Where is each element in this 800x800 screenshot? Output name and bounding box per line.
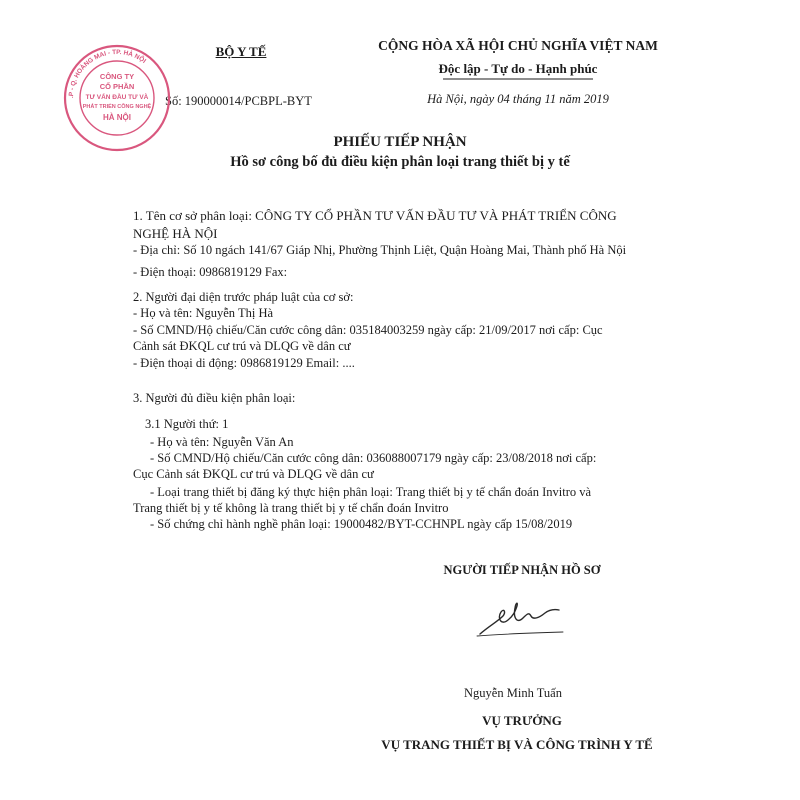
representative-name: - Họ và tên: Nguyễn Thị Hà <box>133 306 274 320</box>
classifier-1-type-line1: - Loại trang thiết bị đăng ký thực hiện phân loại: Trang thiết bị y tế chẩn đoán Invitro và <box>150 485 592 499</box>
nation-motto: Độc lập - Tự do - Hạnh phúc <box>438 61 598 76</box>
svg-text:PHÁT TRIỂN CÔNG NGHỆ: PHÁT TRIỂN CÔNG NGHỆ <box>82 104 152 110</box>
svg-text:CỔ PHẦN: CỔ PHẦN <box>99 82 135 91</box>
motto-underline <box>443 78 593 80</box>
representative-id-line1: - Số CMND/Hộ chiếu/Căn cước công dân: 035184003259 ngày cấp: 21/09/2017 nơi cấp: Cục <box>133 323 603 337</box>
classifier-1-id-line2: Cục Cảnh sát ĐKQL cư trú và DLQG về dân cư <box>133 467 374 481</box>
company-stamp <box>59 38 172 153</box>
facility-phone: - Điện thoại: 0986819129 Fax: <box>133 265 288 279</box>
facility-name-line2: NGHỆ HÀ NỘI <box>133 226 218 241</box>
facility-address: - Địa chỉ: Số 10 ngách 141/67 Giáp Nhị, Phường Thịnh Liệt, Quận Hoàng Mai, Thành phố Hà Nội <box>133 243 627 257</box>
nation-title: CỘNG HÒA XÃ HỘI CHỦ NGHĨA VIỆT NAM <box>378 38 658 53</box>
classifier-1-id-line1: - Số CMND/Hộ chiếu/Căn cước công dân: 036088007179 ngày cấp: 23/08/2018 nơi cấp: <box>150 451 597 465</box>
classifier-1-heading: 3.1 Người thứ: 1 <box>145 417 229 431</box>
signer-department: VỤ TRANG THIẾT BỊ VÀ CÔNG TRÌNH Y TẾ <box>381 737 653 752</box>
classifier-1-name: - Họ và tên: Nguyễn Văn An <box>150 435 294 449</box>
ministry-name: BỘ Y TẾ <box>215 44 267 59</box>
receiver-title: NGƯỜI TIẾP NHẬN HỒ SƠ <box>443 563 601 577</box>
classifier-1-certificate: - Số chứng chỉ hành nghề phân loại: 19000482/BYT-CCHNPL ngày cấp 15/08/2019 <box>150 517 573 531</box>
facility-name-line1: 1. Tên cơ sở phân loại: CÔNG TY CỔ PHẦN TƯ VẤN ĐẦU TƯ VÀ PHÁT TRIỂN CÔNG <box>133 208 617 223</box>
svg-text:TƯ VẤN ĐẦU TƯ VÀ: TƯ VẤN ĐẦU TƯ VÀ <box>85 94 149 101</box>
svg-text:M.S.D.N: 0106514365 - C.T.C.P: M.S.D.N: 0106514365 - C.T.C.P - Q. HOÀNG MAI - TP. HÀ NỘI <box>59 38 148 99</box>
document-number: Số: 190000014/PCBPL-BYT <box>165 94 312 108</box>
classifier-heading: 3. Người đủ điều kiện phân loại: <box>133 391 296 405</box>
classifier-1-type-line2: Trang thiết bị y tế không là trang thiết bị y tế chẩn đoán Invitro <box>133 501 449 515</box>
representative-mobile: - Điện thoại di động: 0986819129 Email: .... <box>133 356 355 370</box>
issue-date: Hà Nội, ngày 04 tháng 11 năm 2019 <box>427 92 609 106</box>
svg-text:HÀ NỘI: HÀ NỘI <box>103 113 131 122</box>
handwritten-signature <box>475 596 565 646</box>
signer-position: VỤ TRƯỞNG <box>482 713 562 728</box>
document-title: PHIẾU TIẾP NHẬN <box>333 134 467 150</box>
signer-name: Nguyễn Minh Tuấn <box>464 686 562 700</box>
svg-text:CÔNG TY: CÔNG TY <box>99 72 135 81</box>
representative-heading: 2. Người đại diện trước pháp luật của cơ sở: <box>133 290 354 304</box>
document-subtitle: Hồ sơ công bố đủ điều kiện phân loại trang thiết bị y tế <box>230 154 570 170</box>
representative-id-line2: Cảnh sát ĐKQL cư trú và DLQG về dân cư <box>133 339 351 353</box>
